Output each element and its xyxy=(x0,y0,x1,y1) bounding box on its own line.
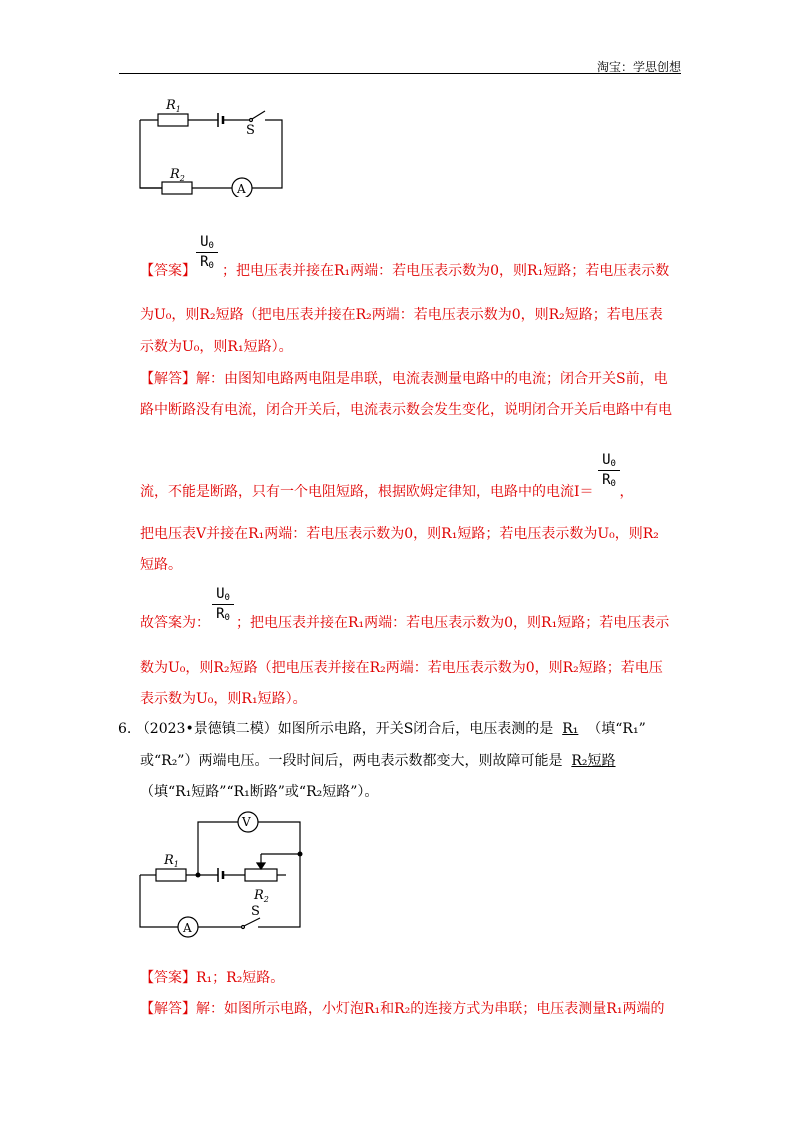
svg-text:S: S xyxy=(246,123,255,138)
svg-text:R2: $R_2$ xyxy=(170,167,185,183)
resistor-r2 xyxy=(162,182,192,194)
answer-blank-2: R₂短路 xyxy=(571,753,616,769)
solution-line-5: 短路。 xyxy=(140,557,182,573)
header-rule xyxy=(119,73,681,74)
answer-line-3: 示数为U₀，则R₁短路）。 xyxy=(140,339,293,355)
fraction-u0-r0-2: $U_0$ $R_0$ xyxy=(598,452,620,489)
solution-6-line: 【解答】解：如图所示电路，小灯泡R₁和R₂的连接方式为串联；电压表测量R₁两端的 xyxy=(140,1001,665,1017)
svg-text:R1: $R_1$ xyxy=(166,98,181,114)
svg-text:R1: $R_1$ xyxy=(164,853,179,869)
svg-text:V: V xyxy=(242,815,251,829)
question-6-line-1: 6. （2023•景德镇二模）如图所示电路，开关S闭合后，电压表测的是 R₁ （填“R₁” xyxy=(118,721,646,737)
fraction-u0-r0-3: $U_0$ $R_0$ xyxy=(212,586,234,623)
answer-line-1: 【答案】 ；把电压表并接在R₁两端：若电压表示数为0，则R₁短路；若电压表示数 xyxy=(140,263,670,279)
solution-line-8: 表示数为U₀，则R₁短路）。 xyxy=(140,691,307,707)
answer-6-line: 【答案】R₁；R₂短路。 xyxy=(140,970,285,986)
circuit-diagram-1 xyxy=(130,92,300,197)
solution-line-4: 把电压表V并接在R₁两端：若电压表示数为0，则R₁短路；若电压表示数为U₀，则R₂ xyxy=(140,526,659,542)
question-6-line-2: 或“R₂”）两端电压。一段时间后，两电表示数都变大，则故障可能是 R₂短路 xyxy=(140,753,616,769)
header-text: 淘宝：学思创想 xyxy=(596,60,681,74)
svg-text:A: A xyxy=(237,182,246,196)
circuit-diagram-2 xyxy=(130,808,310,943)
svg-text:A: A xyxy=(183,921,192,935)
svg-text:S: S xyxy=(251,904,260,919)
solution-line-6: 故答案为： ；把电压表并接在R₁两端：若电压表示数为0，则R₁短路；若电压表示 xyxy=(140,615,670,631)
rheostat-r2 xyxy=(245,869,277,881)
resistor-r1 xyxy=(158,114,188,126)
resistor-r1 xyxy=(156,869,186,881)
fraction-u0-r0-1: $U_0$ $R_0$ xyxy=(196,234,218,271)
solution-line-7: 数为U₀，则R₂短路（把电压表并接在R₂两端：若电压表示数为0，则R₂短路；若电压 xyxy=(140,660,663,676)
svg-text:R2: $R_2$ xyxy=(254,888,269,904)
answer-blank-1: R₁ xyxy=(562,721,579,737)
solution-line-3: 流，不能是断路，只有一个电阻短路，根据欧姆定律知，电路中的电流I＝ ， xyxy=(140,484,634,500)
answer-line-2: 为U₀，则R₂短路（把电压表并接在R₂两端：若电压表示数为0，则R₂短路；若电压表 xyxy=(140,307,663,323)
solution-line-1: 【解答】解：由图知电路两电阻是串联，电流表测量电路中的电流；闭合开关S前，电 xyxy=(140,371,668,387)
solution-line-2: 路中断路没有电流，闭合开关后，电流表示数会发生变化，说明闭合开关后电路中有电 xyxy=(140,402,672,418)
question-6-line-3: （填“R₁短路”“R₁断路”或“R₂短路”）。 xyxy=(140,784,379,800)
